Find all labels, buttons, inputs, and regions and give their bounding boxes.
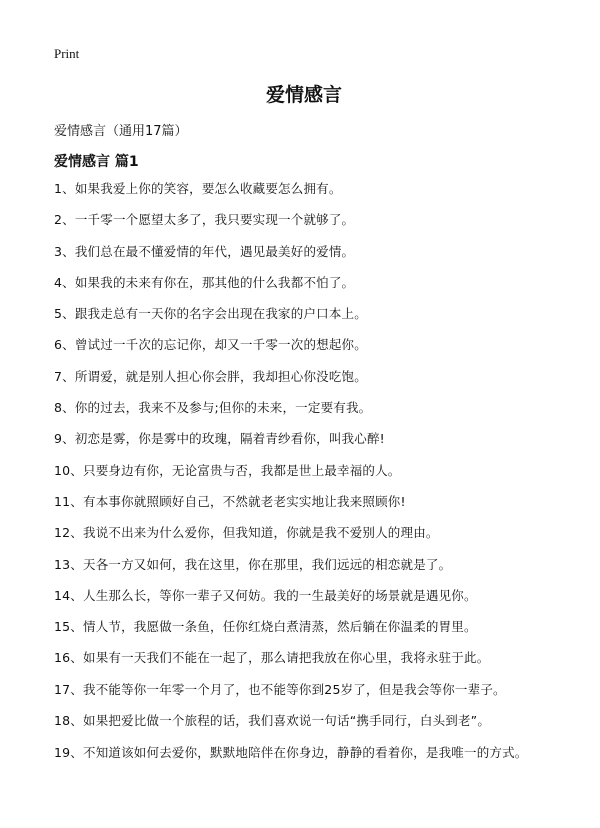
print-link[interactable]: Print [54, 46, 80, 61]
quote-item-13: 13、天各一方又如何，我在这里，你在那里，我们远远的相恋就是了。 [54, 556, 452, 572]
quote-item-6: 6、曾试过一千次的忘记你，却又一千零一次的想起你。 [54, 337, 367, 353]
quote-item-15: 15、情人节，我愿做一条鱼，任你红烧白煮清蒸，然后躺在你温柔的胃里。 [54, 619, 477, 635]
quote-item-11: 11、有本事你就照顾好自己，不然就老老实实地让我来照顾你! [54, 493, 406, 509]
quote-item-3: 3、我们总在最不懂爱情的年代，遇见最美好的爱情。 [54, 243, 355, 259]
document-subtitle: 爱情感言（通用17篇） [54, 124, 188, 139]
quote-item-12: 12、我说不出来为什么爱你，但我知道，你就是我不爱别人的理由。 [54, 525, 439, 541]
quote-item-1: 1、如果我爱上你的笑容，要怎么收藏要怎么拥有。 [54, 181, 342, 196]
document-title: 爱情感言 [265, 84, 342, 106]
section-heading: 爱情感言 篇1 [54, 154, 139, 170]
quote-item-16: 16、如果有一天我们不能在一起了，那么请把我放在你心里，我将永驻于此。 [54, 650, 490, 666]
quote-item-19: 19、不知道该如何去爱你，默默地陪伴在你身边，静静的看着你，是我唯一的方式。 [54, 745, 528, 761]
quote-item-7: 7、所谓爱，就是别人担心你会胖，我却担心你没吃饱。 [54, 368, 367, 384]
quote-item-10: 10、只要身边有你，无论富贵与否，我都是世上最幸福的人。 [54, 462, 401, 478]
quote-item-9: 9、初恋是雾，你是雾中的玫瑰，隔着青纱看你，叫我心醉! [54, 431, 385, 447]
quote-item-14: 14、人生那么长，等你一辈子又何妨。我的一生最美好的场景就是遇见你。 [54, 587, 477, 603]
quote-item-2: 2、一千零一个愿望太多了，我只要实现一个就够了。 [54, 212, 355, 228]
quote-item-8: 8、你的过去，我来不及参与;但你的未来，一定要有我。 [54, 400, 372, 416]
quote-item-5: 5、跟我走总有一天你的名字会出现在我家的户口本上。 [54, 306, 367, 322]
quote-item-17: 17、我不能等你一年零一个月了，也不能等你到25岁了，但是我会等你一辈子。 [54, 681, 506, 697]
quote-list [54, 181, 554, 777]
quote-item-4: 4、如果我的未来有你在，那其他的什么我都不怕了。 [54, 274, 355, 290]
quote-item-18: 18、如果把爱比做一个旅程的话，我们喜欢说一句话“携手同行，白头到老”。 [54, 713, 491, 729]
